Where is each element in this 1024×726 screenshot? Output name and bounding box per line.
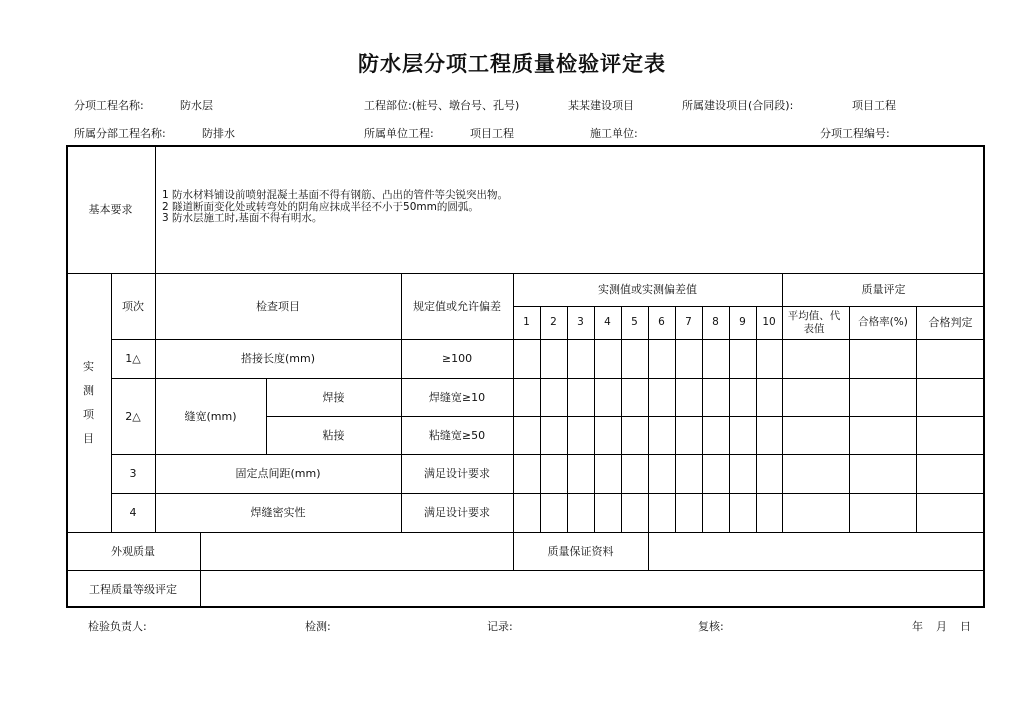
grade-label: 工程质量等级评定 xyxy=(89,582,177,596)
tester-label: 检测: xyxy=(305,620,331,633)
measure-col: 9 xyxy=(739,316,746,328)
row-index: 3 xyxy=(129,467,137,480)
row-index: 2△ xyxy=(125,409,141,423)
sub-project-label: 分项工程名称: xyxy=(74,99,144,112)
grid-line xyxy=(849,306,850,532)
header-spec: 规定值或允许偏差 xyxy=(413,299,501,313)
grid-line xyxy=(155,145,156,273)
grid-line xyxy=(702,306,703,532)
grid-line xyxy=(567,306,568,532)
header-pass-rate: 合格率(%) xyxy=(858,316,908,328)
side-label-char: 项 xyxy=(83,407,94,421)
grid-line xyxy=(200,532,201,608)
date-month: 月 xyxy=(936,620,947,633)
measure-col: 2 xyxy=(550,316,557,328)
sub-project-value: 防水层 xyxy=(180,99,213,112)
measure-col: 10 xyxy=(762,316,776,328)
requirement-item: 1 防水材料铺设前喷射混凝土基面不得有钢筋、凸出的管件等尖锐突出物。 xyxy=(162,189,509,201)
date-day: 日 xyxy=(960,620,971,633)
measure-col: 3 xyxy=(577,316,584,328)
assurance-label: 质量保证资料 xyxy=(547,544,614,558)
page-title: 防水层分项工程质量检验评定表 xyxy=(358,52,666,76)
grid-line xyxy=(729,306,730,532)
measure-col: 6 xyxy=(658,316,665,328)
division-label: 所属分部工程名称: xyxy=(74,127,166,140)
grid-line xyxy=(916,306,917,532)
requirement-item: 2 隧道断面变化处或转弯处的阴角应抹成半径不小于50mm的圆弧。 xyxy=(162,200,479,213)
row-index: 4 xyxy=(129,506,137,519)
row-item: 搭接长度(mm) xyxy=(240,352,315,365)
measure-col: 8 xyxy=(712,316,719,328)
grid-line xyxy=(540,306,541,532)
grid-line xyxy=(782,273,783,532)
location-value: 某某建设项目 xyxy=(568,99,634,112)
grid-line xyxy=(594,306,595,532)
header-judgement: 合格判定 xyxy=(928,316,973,329)
row-spec: 满足设计要求 xyxy=(424,506,490,519)
measure-col: 1 xyxy=(523,316,530,328)
row-spec: 满足设计要求 xyxy=(424,467,490,480)
location-label: 工程部位:(桩号、墩台号、孔号) xyxy=(364,99,520,112)
date-year: 年 xyxy=(912,620,923,633)
inspector-label: 检验负责人: xyxy=(88,620,147,633)
number-label: 分项工程编号: xyxy=(820,127,890,140)
builder-label: 施工单位: xyxy=(590,127,638,140)
row-item: 缝宽(mm) xyxy=(184,409,237,423)
side-label-char: 实 xyxy=(83,359,94,373)
header-item: 检查项目 xyxy=(256,299,300,313)
row-spec: 粘缝宽≥50 xyxy=(428,428,486,442)
row-index: 1△ xyxy=(125,352,141,365)
grid-line xyxy=(756,306,757,532)
requirement-item: 3 防水层施工时,基面不得有明水。 xyxy=(162,212,323,224)
side-label-char: 测 xyxy=(83,383,94,397)
row-spec: ≥100 xyxy=(441,352,473,365)
appearance-label: 外观质量 xyxy=(111,544,155,558)
construction-project-label: 所属建设项目(合同段): xyxy=(682,99,794,112)
grid-line xyxy=(648,306,649,570)
measure-col: 7 xyxy=(685,316,692,328)
row-spec: 焊缝宽≥10 xyxy=(428,390,486,404)
grid-line xyxy=(621,306,622,532)
header-average: 平均值、代表值 xyxy=(787,309,841,335)
row-subitem: 焊接 xyxy=(322,390,345,404)
row-subitem: 粘接 xyxy=(322,428,345,442)
header-quality: 质量评定 xyxy=(861,283,906,296)
grid-line xyxy=(675,306,676,532)
division-value: 防排水 xyxy=(202,127,235,140)
unit-label: 所属单位工程: xyxy=(364,127,434,140)
grid-line xyxy=(66,570,985,571)
basic-requirements-text xyxy=(162,190,508,225)
row-item: 焊缝密实性 xyxy=(250,506,306,519)
construction-project-value: 项目工程 xyxy=(852,99,896,112)
basic-requirements-label: 基本要求 xyxy=(88,202,133,216)
unit-value: 项目工程 xyxy=(470,127,514,140)
header-index: 项次 xyxy=(122,299,144,313)
side-label-char: 目 xyxy=(83,431,94,445)
reviewer-label: 复核: xyxy=(698,620,724,633)
header-measured: 实测值或实测偏差值 xyxy=(598,283,697,296)
recorder-label: 记录: xyxy=(487,620,513,633)
row-item: 固定点间距(mm) xyxy=(235,467,321,480)
measure-col: 4 xyxy=(604,316,611,328)
measure-col: 5 xyxy=(631,316,638,328)
